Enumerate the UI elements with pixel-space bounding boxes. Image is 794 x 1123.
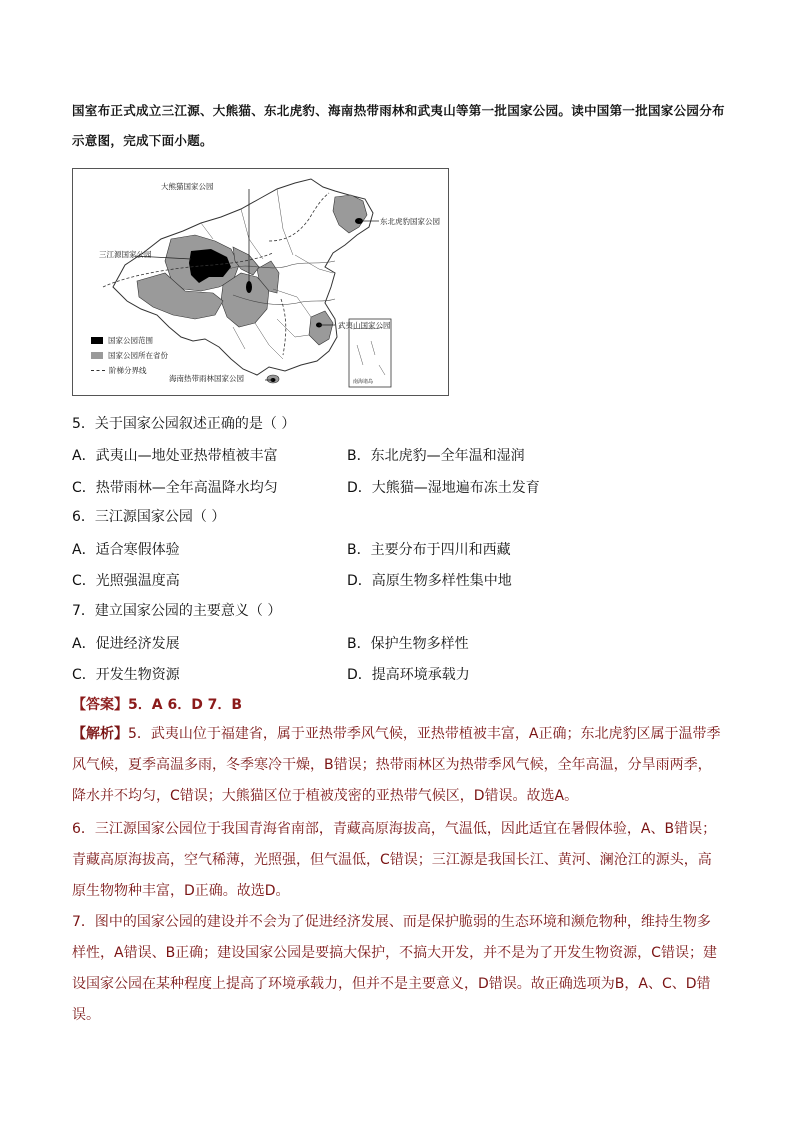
question-7-stem: 7．建立国家公园的主要意义（ ）	[72, 603, 282, 619]
legend-ladder-label: 阶梯分界线	[109, 366, 147, 375]
legend-range	[91, 335, 153, 346]
legend-range-label: 国家公园范围	[108, 336, 153, 345]
q5-option-b: B．东北虎豹—全年温和湿润	[347, 448, 525, 464]
analysis-tag: 【解析】	[72, 726, 128, 742]
intro-paragraph: 国室布正式成立三江源、大熊猫、东北虎豹、海南热带雨林和武夷山等第一批国家公园。读中国第一批国家公园分布示意图，完成下面小题。	[72, 103, 725, 148]
china-map-svg	[73, 169, 448, 395]
legend-province	[91, 350, 168, 361]
national-parks-map	[72, 168, 449, 396]
q5-option-a: A．武夷山—地处亚热带植被丰富	[72, 448, 278, 464]
hainan-park-label: 海南热带雨林国家公园	[169, 374, 244, 383]
legend-province-label: 国家公园所在省份	[108, 351, 168, 360]
legend-ladder-swatch	[91, 370, 105, 371]
q7-option-d: D．提高环境承载力	[347, 667, 470, 683]
panda-park	[246, 281, 252, 293]
q6-option-c: C．光照强温度高	[72, 573, 180, 589]
legend-range-swatch	[91, 337, 103, 344]
q6-option-d: D．高原生物多样性集中地	[347, 573, 512, 589]
q7-option-a: A．促进经济发展	[72, 636, 180, 652]
question-5-stem: 5．关于国家公园叙述正确的是（ ）	[72, 416, 296, 432]
sanjiangyuan-park-label: 三江源国家公园	[99, 250, 152, 259]
q7-option-c: C．开发生物资源	[72, 667, 180, 683]
q7-option-b: B．保护生物多样性	[347, 636, 469, 652]
tiger-park-label: 东北虎豹国家公园	[380, 217, 440, 226]
q5-option-c: C．热带雨林—全年高温降水均匀	[72, 480, 278, 496]
legend-ladder	[91, 365, 147, 376]
q5-option-d: D．大熊猫—湿地遍布冻土发育	[347, 480, 540, 496]
q6-option-b: B．主要分布于四川和西藏	[347, 542, 511, 558]
question-6-stem: 6．三江源国家公园（ ）	[72, 509, 226, 525]
analysis-q5	[72, 719, 722, 812]
legend-province-swatch	[91, 352, 103, 359]
inset-label: 南海诸岛	[353, 379, 374, 385]
analysis-q7: 7．图中的国家公园的建设并不会为了促进经济发展、而是保护脆弱的生态环境和濒危物种，维持生物多样性，A错误、B正确；建设国家公园是要搞大保护，不搞大开发，并不是为了开发生物资源，C错误；建设国家公园在某种程度上提高了环境承载力，但并不是主要意义，D错误。故正确选项为B，A、C、D错误。	[72, 914, 717, 1023]
answer-line: 【答案】5．A 6．D 7．B	[72, 697, 243, 713]
analysis-q6: 6．三江源国家公园位于我国青海省南部，青藏高原海拔高，气温低，因此适宜在暑假体验，A、B错误；青藏高原海拔高，空气稀薄，光照强，但气温低，C错误；三江源是我国长江、黄河、澜沧江的源头，高原生物物种丰富，D正确。故选D。	[72, 821, 717, 899]
analysis-q5-text: 5．武夷山位于福建省，属于亚热带季风气候，亚热带植被丰富，A正确；东北虎豹区属于温带季风气候，夏季高温多雨，冬季寒冷干燥，B错误；热带雨林区为热带季风气候，全年高温，分旱雨两季，降水并不均匀，C错误；大熊猫区位于植被茂密的亚热带气候区，D错误。故选A。	[72, 726, 721, 804]
panda-park-label: 大熊猫国家公园	[161, 182, 214, 191]
wuyishan-park-label: 武夷山国家公园	[338, 321, 391, 330]
q6-option-a: A．适合寒假体验	[72, 542, 180, 558]
